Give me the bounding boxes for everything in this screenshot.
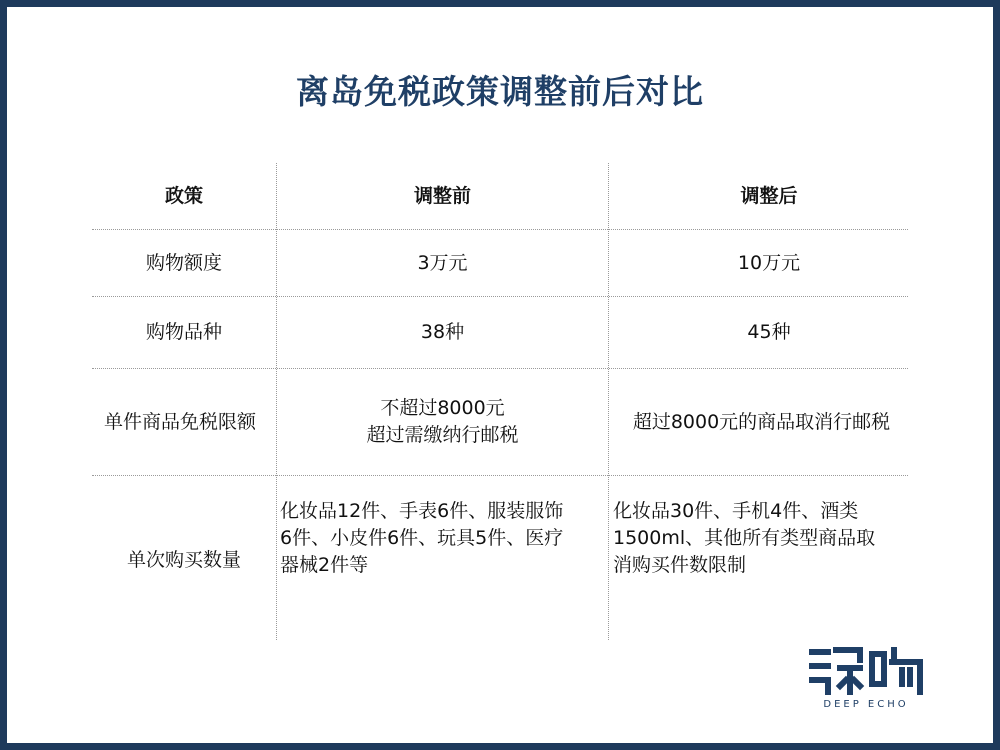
row-quantity-before: 化妆品12件、手表6件、服装服饰 6件、小皮件6件、玩具5件、医疗 器械2件等: [280, 500, 564, 576]
header-before: 调整前: [413, 184, 471, 207]
deep-echo-logo: [806, 646, 926, 710]
row-shopping-limit-after: 10万元: [737, 251, 801, 274]
row-quantity-policy: 单次购买数量: [126, 548, 241, 571]
header-policy: 政策: [164, 184, 203, 207]
row-categories-after: 45种: [747, 321, 791, 344]
row-categories-policy: 购物品种: [145, 321, 222, 344]
row-shopping-limit-before: 3万元: [417, 251, 468, 274]
row-shopping-limit-policy: 购物额度: [145, 251, 222, 274]
page-title: 离岛免税政策调整前后对比: [296, 72, 704, 111]
row-single-item-limit-policy: 单件商品免税限额: [103, 410, 256, 433]
logo-text: DEEP ECHO: [823, 699, 909, 710]
logo-mark-icon: [806, 646, 926, 696]
row-categories-before: 38种: [420, 321, 465, 344]
row-single-item-limit-before: 不超过8000元 超过需缴纳行邮税: [366, 397, 519, 446]
row-single-item-limit-after: 超过8000元的商品取消行邮税: [632, 410, 891, 433]
header-after: 调整后: [740, 184, 798, 207]
row-quantity-after: 化妆品30件、手机4件、酒类 1500ml、其他所有类型商品取 消购买件数限制: [613, 500, 876, 576]
